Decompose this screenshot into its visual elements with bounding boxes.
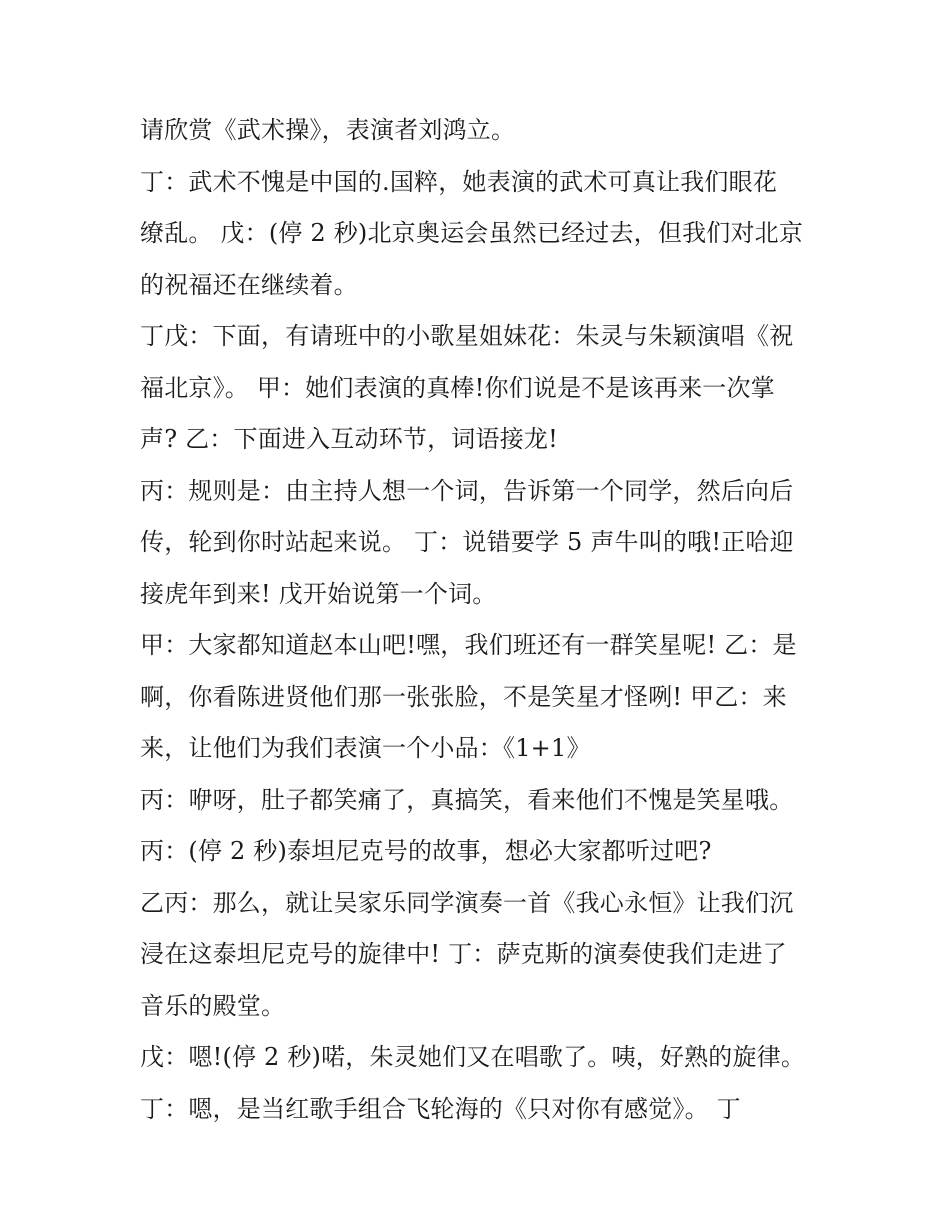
text-line: 丁戊：下面，有请班中的小歌星姐妹花：朱灵与朱颖演唱《祝 — [140, 322, 794, 350]
text-line: 请欣赏《武术操》，表演者刘鸿立。 — [140, 116, 516, 144]
text-line: 丙：咿呀，肚子都笑痛了，真搞笑，看来他们不愧是笑星哦。 — [140, 785, 794, 814]
text-line: 的祝福还在继续着。 — [140, 270, 358, 299]
text-line: 浸在这泰坦尼克号的旋律中! 丁：萨克斯的演奏使我们走进了 — [140, 940, 787, 968]
text-line: 音乐的殿堂。 — [140, 991, 286, 1020]
text-line: 丁：武术不愧是中国的.国粹，她表演的武术可真让我们眼花 — [140, 167, 778, 196]
text-line: 丁：嗯，是当红歌手组合飞轮海的《只对你有感觉》。 丁 — [140, 1094, 741, 1123]
text-line: 乙丙：那么，就让吴家乐同学演奏一首《我心永恒》让我们沉 — [140, 888, 794, 917]
text-line: 丙：(停 2 秒)泰坦尼克号的故事，想必大家都听过吧? — [140, 837, 712, 865]
text-line: 缭乱。 戊：(停 2 秒)北京奥运会虽然已经过去，但我们对北京 — [140, 219, 804, 247]
document-body — [140, 105, 820, 1135]
text-line: 声? 乙：下面进入互动环节，词语接龙! — [140, 425, 558, 453]
text-line: 啊，你看陈进贤他们那一张张脸，不是笑星才怪咧! 甲乙：来 — [140, 682, 787, 711]
text-line: 丙：规则是：由主持人想一个词，告诉第一个同学，然后向后 — [140, 476, 794, 505]
text-line: 戊：嗯!(停 2 秒)喏，朱灵她们又在唱歌了。咦，好熟的旋律。 — [140, 1043, 806, 1071]
text-line: 接虎年到来! 戊开始说第一个词。 — [140, 579, 497, 608]
text-line: 甲：大家都知道赵本山吧!嘿，我们班还有一群笑星呢! 乙：是 — [140, 631, 797, 659]
text-line: 传，轮到你时站起来说。 丁：说错要学 5 声牛叫的哦!正哈迎 — [140, 528, 794, 556]
text-line: 福北京》。 甲：她们表演的真棒!你们说是不是该再来一次掌 — [140, 373, 775, 402]
text-line: 来，让他们为我们表演一个小品：《1+1》 — [140, 734, 591, 762]
